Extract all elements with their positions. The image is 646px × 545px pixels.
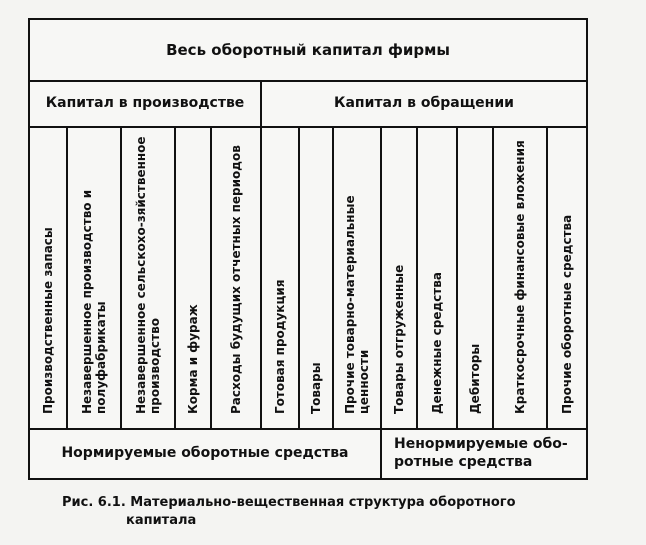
column-label: Расходы будущих отчетных периодов xyxy=(229,145,243,414)
column-cell xyxy=(30,126,68,428)
circulation-capital-header: Капитал в обращении xyxy=(334,95,514,111)
column-cell xyxy=(548,126,586,428)
column-cell xyxy=(334,126,382,428)
column-cell xyxy=(176,126,212,428)
column-cell xyxy=(300,126,334,428)
column-cell xyxy=(382,126,418,428)
column-label: Корма и фураж xyxy=(186,304,200,414)
norm-row xyxy=(30,428,586,478)
column-cell xyxy=(68,126,122,428)
column-label: Дебиторы xyxy=(468,343,482,414)
group-row xyxy=(30,80,586,128)
structure-diagram xyxy=(28,18,588,480)
column-cell xyxy=(418,126,458,428)
column-label: Прочие оборотные средства xyxy=(560,214,574,414)
caption-line-2: капитала xyxy=(126,513,197,528)
production-capital-header: Капитал в производстве xyxy=(30,80,262,126)
column-label: Незавершенное сельскохо-зяйственное производство xyxy=(134,136,162,414)
column-label: Краткосрочные финансовые вложения xyxy=(513,140,527,414)
column-cell xyxy=(212,126,262,428)
column-label: Готовая продукция xyxy=(273,279,287,414)
column-cell xyxy=(262,126,300,428)
column-cell xyxy=(122,126,176,428)
column-label: Незавершенное производство и полуфабрикаты xyxy=(80,189,108,414)
column-label: Товары xyxy=(309,362,323,414)
column-label: Денежные средства xyxy=(430,272,444,414)
column-label: Прочие товарно-материальные ценности xyxy=(343,195,371,414)
column-cell xyxy=(458,126,494,428)
figure-caption xyxy=(62,494,582,530)
diagram-title: Весь оборотный капитал фирмы xyxy=(30,20,586,82)
normalized-assets-label: Нормируемые оборотные средства xyxy=(30,428,382,478)
column-label: Производственные запасы xyxy=(41,227,55,414)
column-cell xyxy=(494,126,548,428)
caption-line-1: Рис. 6.1. Материально-вещественная структура оборотного xyxy=(62,495,516,510)
non-normalized-assets-label: Ненормируемые обо-ротные средства xyxy=(394,436,568,470)
column-label: Товары отгруженные xyxy=(392,264,406,414)
columns-row xyxy=(30,126,586,430)
